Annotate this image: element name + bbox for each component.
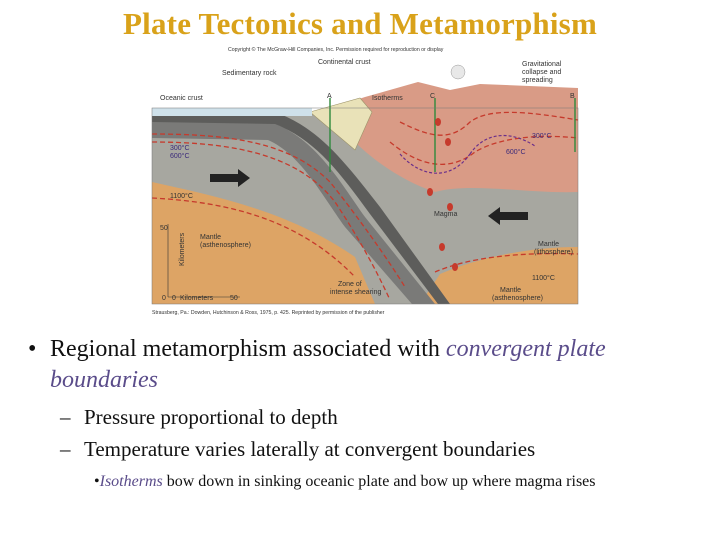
label-collapse-and: collapse and: [522, 69, 562, 76]
bullet-list: [28, 334, 718, 492]
sub-bullet-text: Temperature varies laterally at convergent boundaries: [84, 437, 536, 461]
label-b: B: [570, 93, 575, 100]
label-1100c-right: 1100°C: [532, 275, 555, 282]
label-asthenosphere-bottom: (asthenosphere): [492, 295, 543, 302]
sub-sub-bullet-isotherms: [28, 472, 694, 492]
label-600c-left: 600°C: [170, 153, 190, 160]
label-kilometers-scale: Kilometers: [180, 295, 214, 302]
label-isotherms: Isotherms: [372, 95, 403, 102]
isotherms-text: bow down in sinking oceanic plate and bow up where magma rises: [162, 473, 596, 490]
label-scale-50: 50: [230, 295, 238, 302]
label-kilometers-axis: Kilometers: [179, 232, 186, 266]
label-mantle-bottom: Mantle: [500, 287, 522, 294]
label-km-0: 0: [162, 295, 166, 302]
dash-glyph: –: [60, 405, 71, 429]
dash-glyph: –: [60, 437, 71, 461]
label-a: A: [327, 93, 332, 100]
label-intense-shearing: intense shearing: [330, 289, 382, 296]
bullet-main-text: Regional metamorphism associated with: [50, 336, 446, 362]
bullet-main: [28, 334, 718, 396]
label-300c-right: 300°C: [532, 133, 552, 140]
bullet-dot: •: [28, 336, 37, 362]
label-spreading: spreading: [522, 77, 553, 84]
bullet-main-emphasis: convergent plate boundaries: [50, 336, 606, 393]
sub-bullet-temperature: [28, 434, 718, 464]
label-oceanic-crust: Oceanic crust: [160, 95, 203, 102]
label-600c-right: 600°C: [506, 149, 526, 156]
label-gravitational: Gravitational: [522, 61, 562, 68]
label-300c-left: 300°C: [170, 145, 190, 152]
slide-title: Plate Tectonics and Metamorphism: [123, 6, 597, 41]
label-lithosphere-right: (lithosphere): [534, 249, 573, 256]
label-km-50: 50: [160, 225, 168, 232]
diagram-credit: Strausberg, Pa.: Dowden, Hutchinson & Ross, 1975, p. 425. Reprinted by permission of the publisher: [152, 310, 385, 316]
label-1100c-left: 1100°C: [170, 193, 193, 200]
label-magma: Magma: [434, 211, 458, 218]
label-sedimentary-rock: Sedimentary rock: [222, 70, 277, 77]
label-zone-of: Zone of: [338, 281, 362, 288]
label-mantle-right: Mantle: [538, 241, 560, 248]
copyright-line: Copyright © The McGraw-Hill Companies, Inc. Permission required for reproduction or display: [228, 47, 444, 53]
plate-tectonics-diagram: [150, 42, 590, 320]
label-scale-0: 0: [172, 295, 176, 302]
label-continental-crust: Continental crust: [318, 59, 371, 66]
sub-bullet-pressure: [28, 402, 718, 432]
label-c: C: [430, 93, 436, 100]
sub-bullet-text: Pressure proportional to depth: [84, 405, 338, 429]
isotherms-emphasis: Isotherms: [99, 473, 163, 490]
label-asthenosphere-left: (asthenosphere): [200, 242, 251, 249]
label-mantle-left: Mantle: [200, 234, 222, 241]
bullet-dot: •: [94, 473, 100, 490]
